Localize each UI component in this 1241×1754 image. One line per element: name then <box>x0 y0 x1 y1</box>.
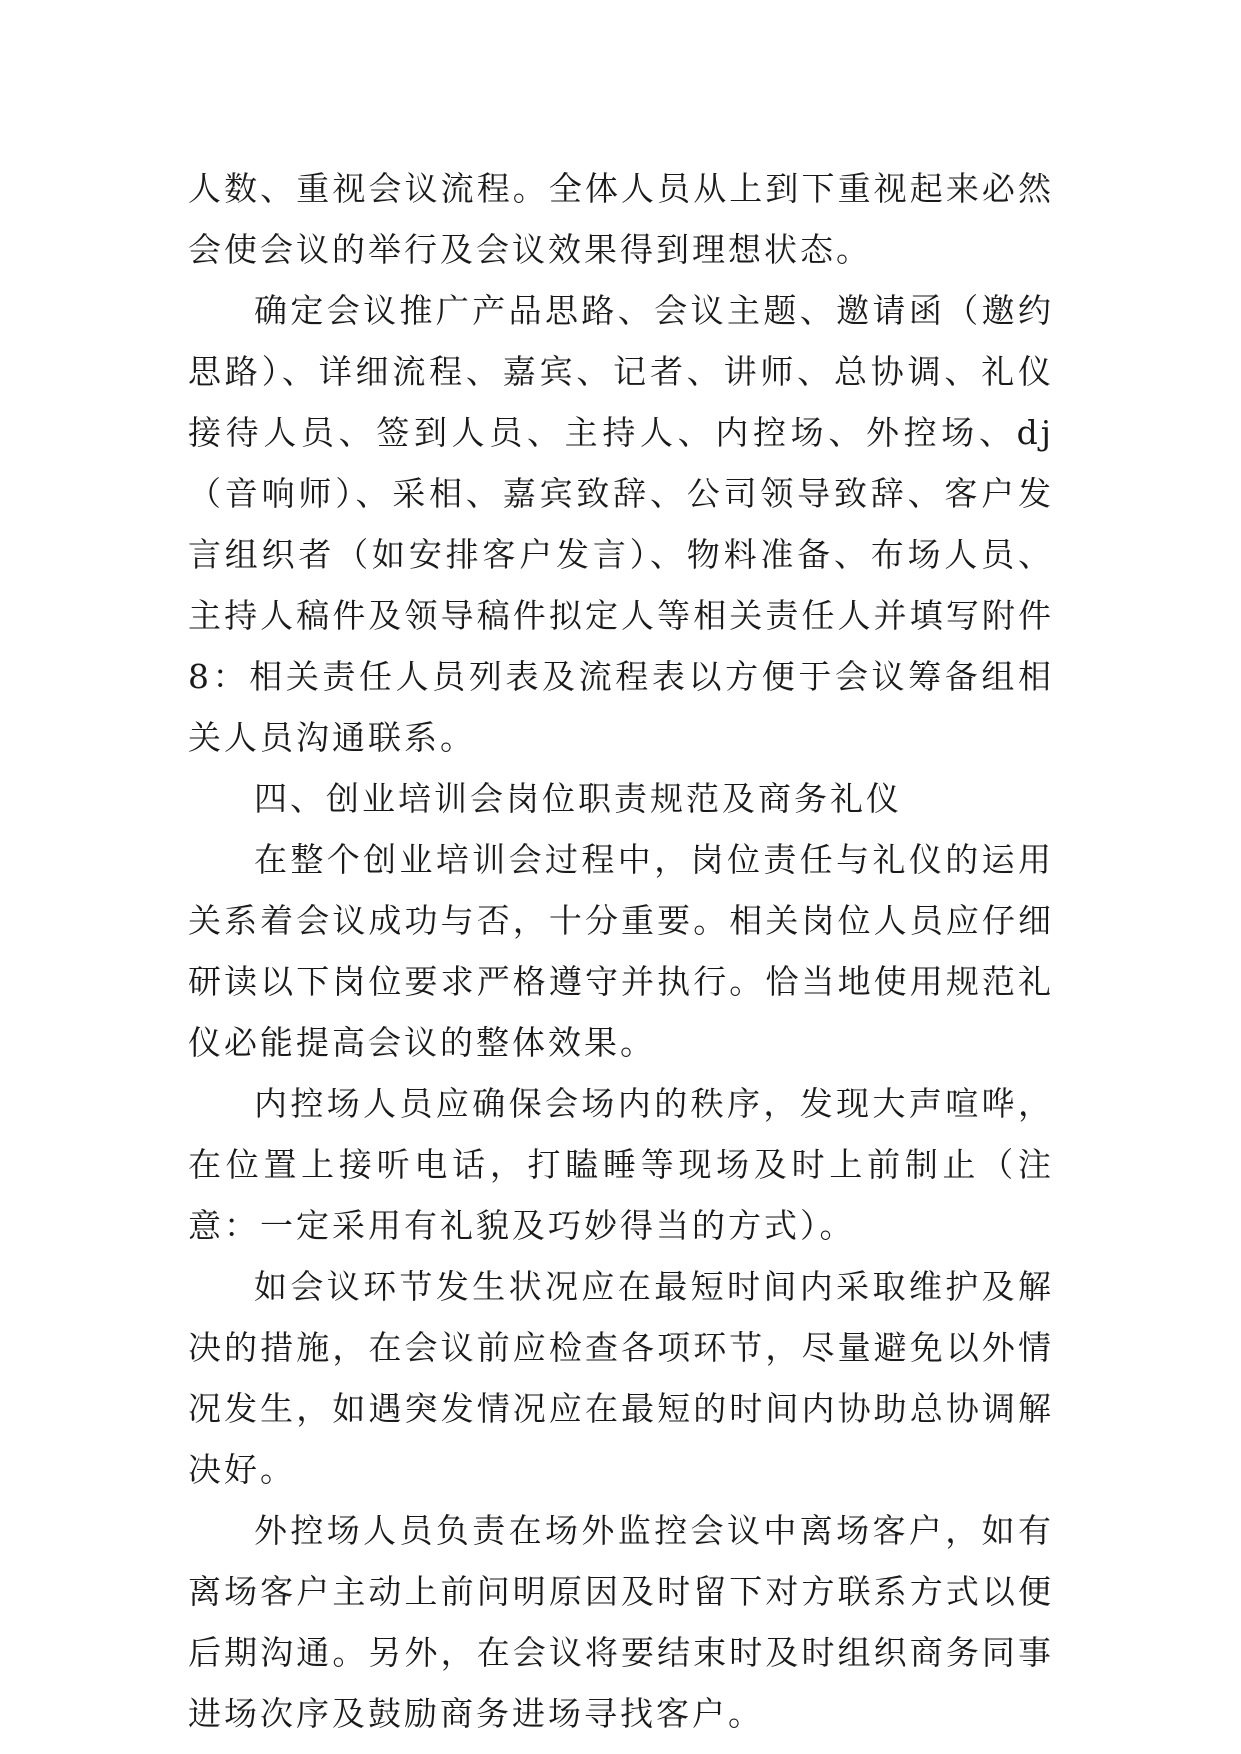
document-body <box>188 158 1054 1744</box>
paragraph-inner-control: 内控场人员应确保会场内的秩序，发现大声喧哗，在位置上接听电话，打瞌睡等现场及时上前制止（注意：一定采用有礼貌及巧妙得当的方式）。 <box>188 1084 1054 1245</box>
paragraph-outer-control: 外控场人员负责在场外监控会议中离场客户，如有离场客户主动上前问明原因及时留下对方联系方式以便后期沟通。另外，在会议将要结束时及时组织商务同事进场次序及鼓励商务进场寻找客户。 <box>188 1511 1054 1733</box>
paragraph-continuation: 人数、重视会议流程。全体人员从上到下重视起来必然会使会议的举行及会议效果得到理想状态。 <box>188 169 1054 269</box>
paragraph-emergency: 如会议环节发生状况应在最短时间内采取维护及解决的措施，在会议前应检查各项环节，尽量避免以外情况发生，如遇突发情况应在最短的时间内协助总协调解决好。 <box>188 1267 1054 1489</box>
paragraph-intro: 在整个创业培训会过程中，岗位责任与礼仪的运用关系着会议成功与否，十分重要。相关岗位人员应仔细研读以下岗位要求严格遵守并执行。恰当地使用规范礼仪必能提高会议的整体效果。 <box>188 840 1054 1062</box>
paragraph-responsibilities: 确定会议推广产品思路、会议主题、邀请函（邀约思路）、详细流程、嘉宾、记者、讲师、总协调、礼仪接待人员、签到人员、主持人、内控场、外控场、dj（音响师）、采相、嘉宾致辞、公司领导致辞、客户发言组织者（如安排客户发言）、物料准备、布场人员、主持人稿件及领导稿件拟定人等相关责任人并填写附件8：相关责任人员列表及流程表以方便于会议筹备组相关人员沟通联系。 <box>188 291 1054 757</box>
section-heading-four: 四、创业培训会岗位职责规范及商务礼仪 <box>254 779 902 818</box>
